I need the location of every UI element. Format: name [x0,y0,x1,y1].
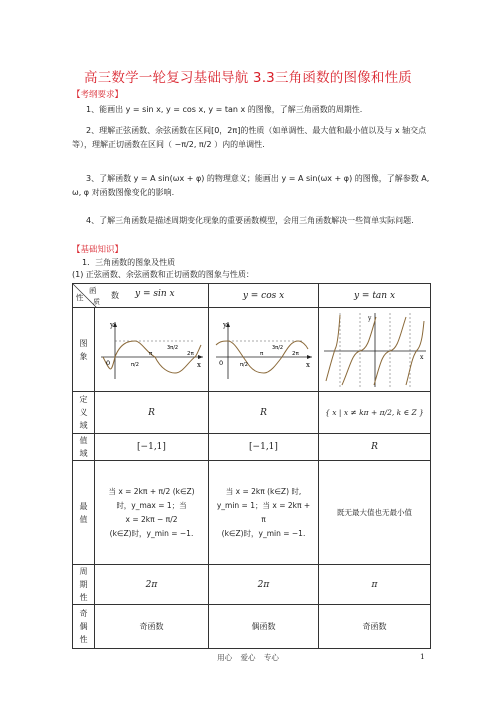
col-header-tan: y = tan x [319,284,431,308]
domain-tan: { x | x ≠ kπ + π/2, k ∈ Z } [319,392,431,434]
sin-y-label: y [109,320,114,329]
sin-2pi-label: 2π [186,350,194,357]
sine-graph [97,319,207,381]
tangent-graph [322,311,428,389]
sin-3pi2-label: 3π/2 [166,344,178,351]
exam-requirements-heading: 【考纲要求】 [72,90,124,100]
tan-graph-cell [319,308,431,392]
range-cos: [−1,1] [209,434,319,461]
trig-properties-table [72,283,431,649]
extreme-sin-line-2: 时，y_max = 1；当 [116,500,187,510]
sin-pi2-label: π/2 [130,361,139,368]
cos-x-label: x [305,360,310,369]
tan-y-label: y [367,314,371,322]
domain-cos: R [209,392,319,434]
period-cos: 2π [209,565,319,605]
cos-y-label: y [222,320,227,329]
extreme-sin [95,461,209,565]
page-title: 高三数学一轮复习基础导航 3.3三角函数的图像和性质 [84,70,412,86]
requirement-2: 2、理解正弦函数、余弦函数在区间[0，2π]的性质（如单调性、最大值和最小值以及与 x 轴交点等），理解正切函数在区间（ −π/2, π/2 ）内的单调性. [72,126,427,149]
section-1-title: 1．三角函数的图象及性质 [82,258,176,267]
extreme-sin-line-4: (k∈Z)时，y_min = −1. [109,528,194,538]
sin-pi-label: π [148,350,152,357]
range-sin: [−1,1] [95,434,209,461]
extreme-cos-line-1: 当 x = 2kπ (k∈Z) 时, [225,486,302,496]
table-corner-header [73,284,209,308]
period-sin: 2π [95,565,209,605]
parity-cos: 偶函数 [209,605,319,649]
page-number: 1 [420,652,425,661]
period-tan: π [319,565,431,605]
section-1-subtitle: (1) 正弦函数、余弦函数和正切函数的图象与性质： [72,270,254,279]
row-label-extreme: 最 值 [73,461,95,565]
col-header-cos: y = cos x [209,284,319,308]
corner-label-top: 函 [89,286,97,295]
tan-x-label: x [419,353,423,361]
cos-3pi2-label: 3π/2 [271,344,283,351]
col-header-sin: y = sin x [135,289,175,299]
requirement-4: 4、了解三角函数是描述周期变化现象的重要函数模型，会用三角函数解决一些简单实际问题. [86,216,414,225]
cos-2pi-label: 2π [291,350,299,357]
row-label-range: 值 域 [73,434,95,461]
row-label-parity: 奇 偶 性 [73,605,95,649]
basic-knowledge-heading: 【基础知识】 [72,245,124,255]
row-label-graph: 图 象 [73,308,95,392]
cos-graph-cell [209,308,319,392]
parity-sin: 奇函数 [95,605,209,649]
extreme-sin-line-3: x = 2kπ − π/2 [125,514,178,524]
sin-x-label: x [196,360,201,369]
page-footer: 用心 爱心 专心 [217,653,279,662]
cos-pi2-label: π/2 [239,361,248,368]
sin-graph-cell [95,308,209,392]
extreme-cos-line-3: (k∈Z)时，y_min = −1. [221,528,306,538]
parity-tan: 奇函数 [319,605,431,649]
domain-sin: R [95,392,209,434]
extreme-tan: 既无最大值也无最小值 [319,461,431,565]
extreme-cos-line-2: y_min = 1；当 x = 2kπ + π [216,500,311,524]
row-label-period: 周 期 性 [73,565,95,605]
row-label-domain: 定 义 域 [73,392,95,434]
sin-origin-label: 0 [105,358,110,367]
requirement-1: 1、能画出 y = sin x, y = cos x, y = tan x 的图像，了解三角函数的周期性. [86,105,363,114]
corner-label-mid: 数 [111,291,119,300]
cos-pi-label: π [259,350,263,357]
range-tan: R [319,434,431,461]
cosine-graph [212,319,316,381]
corner-label-bottom: 质 [93,298,100,306]
cos-origin-label: 0 [218,358,223,367]
corner-label-left: 性 [76,293,84,302]
extreme-cos [209,461,319,565]
requirement-3: 3、了解函数 y = A sin(ωx + φ) 的物理意义；能画出 y = A sin(ωx + φ) 的图像，了解参数 A, ω, φ 对函数图像变化的影响. [72,174,430,197]
extreme-sin-line-1: 当 x = 2kπ + π/2 (k∈Z) [108,486,195,496]
